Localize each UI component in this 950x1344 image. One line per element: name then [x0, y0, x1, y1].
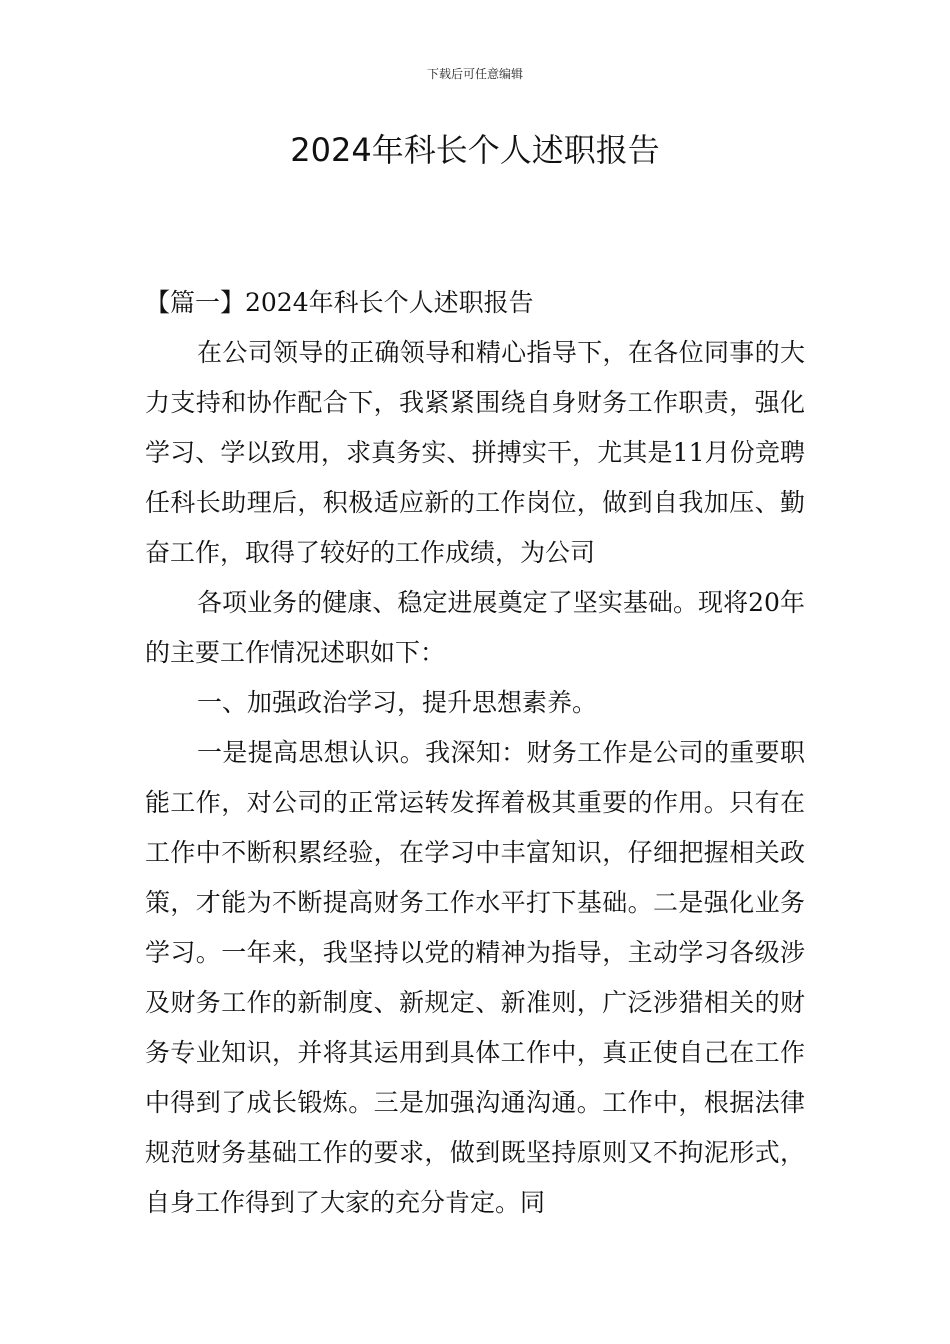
paragraph: 一是提高思想认识。我深知：财务工作是公司的重要职能工作，对公司的正常运转发挥着极其重要的作用。只有在工作中不断积累经验，在学习中丰富知识，仔细把握相关政策，才能为不断提高财务工作水平打下基础。二是强化业务学习。一年来，我坚持以党的精神为指导，主动学习各级涉及财务工作的新制度、新规定、新准则，广泛涉猎相关的财务专业知识，并将其运用到具体工作中，真正使自己在工作中得到了成长锻炼。三是加强沟通沟通。工作中，根据法律规范财务基础工作的要求，做到既坚持原则又不拘泥形式，自身工作得到了大家的充分肯定。同: [145, 738, 805, 1217]
section-heading: 【篇一】2024年科长个人述职报告: [145, 288, 534, 317]
subheading: 一、加强政治学习，提升思想素养。: [197, 688, 598, 717]
paragraph: 在公司领导的正确领导和精心指导下，在各位同事的大力支持和协作配合下，我紧紧围绕自身财务工作职责，强化学习、学以致用，求真务实、拼搏实干，尤其是11月份竞聘任科长助理后，积极适应新的工作岗位，做到自我加压、勤奋工作，取得了较好的工作成绩，为公司: [145, 338, 805, 567]
document-title: 2024年科长个人述职报告: [290, 131, 660, 169]
paragraph: 各项业务的健康、稳定进展奠定了坚实基础。现将20年的主要工作情况述职如下：: [145, 588, 805, 667]
document-body: [145, 278, 805, 1228]
header-note: 下载后可任意编辑: [426, 67, 523, 81]
